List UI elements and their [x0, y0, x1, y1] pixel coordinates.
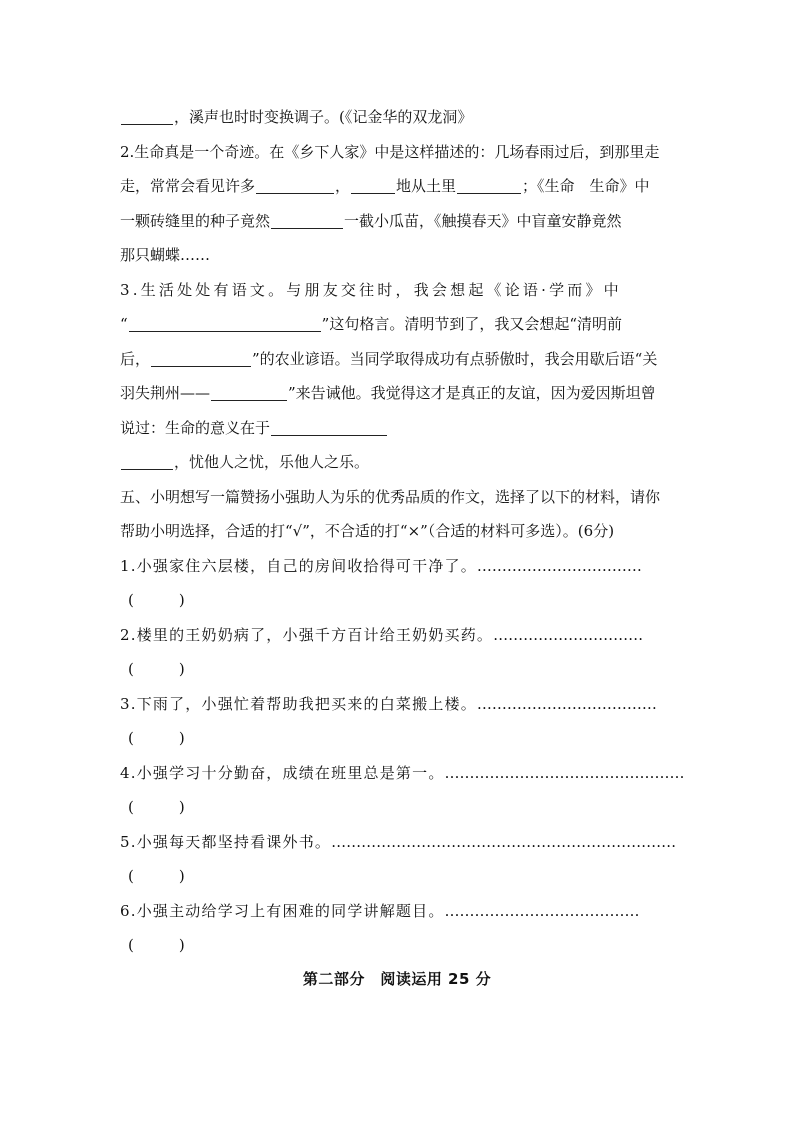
q4-item2-line3: [120, 204, 705, 239]
answer-parentheses[interactable]: ( ): [128, 936, 185, 954]
item3-text: 说过：生命的意义在于: [120, 418, 271, 437]
item2-text: ；《生命 生命》中: [522, 177, 650, 195]
leader-dots: ………………………………: [476, 694, 657, 713]
document-page: [120, 100, 705, 963]
answer-blank[interactable]: [121, 108, 173, 125]
answer-blank[interactable]: [211, 384, 287, 401]
continuation-text: ，溪声也时时变换调子。(《记金华的双龙洞》: [174, 108, 473, 126]
q5-item: [120, 756, 705, 791]
q4-item2-line2: [120, 169, 705, 204]
item3-text: “: [120, 315, 128, 333]
answer-blank[interactable]: [256, 177, 334, 194]
leader-dots: ……………………………: [476, 556, 642, 575]
item2-text: 2.生命真是一个奇迹。在《乡下人家》中是这样描述的：几场春雨过后，到那里走: [120, 142, 660, 161]
leader-dots: …………………………………………: [444, 763, 685, 782]
q4-item3-line3: [120, 342, 705, 377]
answer-blank[interactable]: [271, 212, 343, 229]
answer-blank[interactable]: [129, 315, 321, 332]
item3-text: ”这句格言。清明节到了，我又会想起“清明前: [321, 315, 623, 333]
answer-blank[interactable]: [121, 453, 173, 470]
q4-item3-line6: [120, 445, 705, 480]
q5-intro-line2: [120, 514, 705, 549]
q5-item-text: 4.小强学习十分勤奋，成绩在班里总是第一。: [120, 763, 445, 782]
q5-item: [120, 894, 705, 929]
item2-text: 一颗砖缝里的种子竟然: [120, 211, 271, 230]
q4-continuation-line: [120, 100, 705, 135]
answer-parentheses[interactable]: ( ): [128, 660, 185, 678]
item2-text: ，: [335, 177, 351, 195]
q5-item-text: 1.小强家住六层楼，自己的房间收拾得可干净了。: [120, 556, 477, 575]
answer-parentheses[interactable]: ( ): [128, 591, 185, 609]
answer-blank[interactable]: [271, 419, 387, 436]
q4-item3-line5: [120, 411, 705, 446]
leader-dots: …………………………………: [444, 901, 640, 920]
item2-text: 走，常常会看见许多: [120, 177, 256, 195]
item3-text: ”来告诫他。我觉得这才是真正的友谊，因为爱因斯坦曾: [288, 384, 656, 402]
answer-blank[interactable]: [351, 177, 395, 194]
q4-item3-line2: [120, 307, 705, 342]
q5-item-text: 6.小强主动给学习上有困难的同学讲解题目。: [120, 901, 445, 920]
part2-heading: 第二部分 阅读运用 25 分: [302, 970, 492, 988]
item3-text: 羽失荆州——: [120, 384, 211, 402]
q5-intro-line1: [120, 480, 705, 515]
item2-text: 地从土里: [396, 177, 457, 195]
item3-text: 后，: [120, 349, 151, 368]
leader-dots: …………………………: [493, 625, 644, 644]
item2-text: 一截小瓜苗，《触摸春天》中盲童安静竟然: [344, 211, 622, 230]
q5-item: [120, 687, 705, 722]
q5-item: [120, 618, 705, 653]
answer-blank[interactable]: [457, 177, 521, 194]
item3-text: 3.生活处处有语文。与朋友交往时，我会想起《论语·学而》中: [120, 280, 622, 299]
q5-item-text: 2.楼里的王奶奶病了，小强千方百计给王奶奶买药。: [120, 625, 494, 644]
q5-intro-text: 帮助小明选择，合适的打“√”，不合适的打“×”（合适的材料可多选）。(6分): [120, 522, 615, 540]
q5-item-text: 3.下雨了，小强忙着帮助我把买来的白菜搬上楼。: [120, 694, 477, 713]
q4-item2-line4: [120, 238, 705, 273]
q4-item2-line1: [120, 135, 705, 170]
q5-item-text: 5.小强每天都坚持看课外书。: [120, 832, 332, 851]
answer-parentheses[interactable]: ( ): [128, 798, 185, 816]
item2-text: 那只蝴蝶……: [120, 246, 211, 264]
answer-parentheses[interactable]: ( ): [128, 867, 185, 885]
q5-item: [120, 825, 705, 860]
answer-parentheses[interactable]: ( ): [128, 729, 185, 747]
q5-item: [120, 549, 705, 584]
answer-blank[interactable]: [151, 350, 251, 367]
q5-intro-text: 五、小明想写一篇赞扬小强助人为乐的优秀品质的作文，选择了以下的材料，请你: [120, 487, 661, 506]
leader-dots: ……………………………………………………………: [331, 832, 677, 851]
q4-item3-line4: [120, 376, 705, 411]
item3-text: ，忧他人之忧，乐他人之乐。: [174, 453, 370, 471]
q4-item3-line1: [120, 273, 705, 308]
item3-text: ”的农业谚语。当同学取得成功有点骄傲时，我会用歇后语“关: [252, 349, 658, 368]
